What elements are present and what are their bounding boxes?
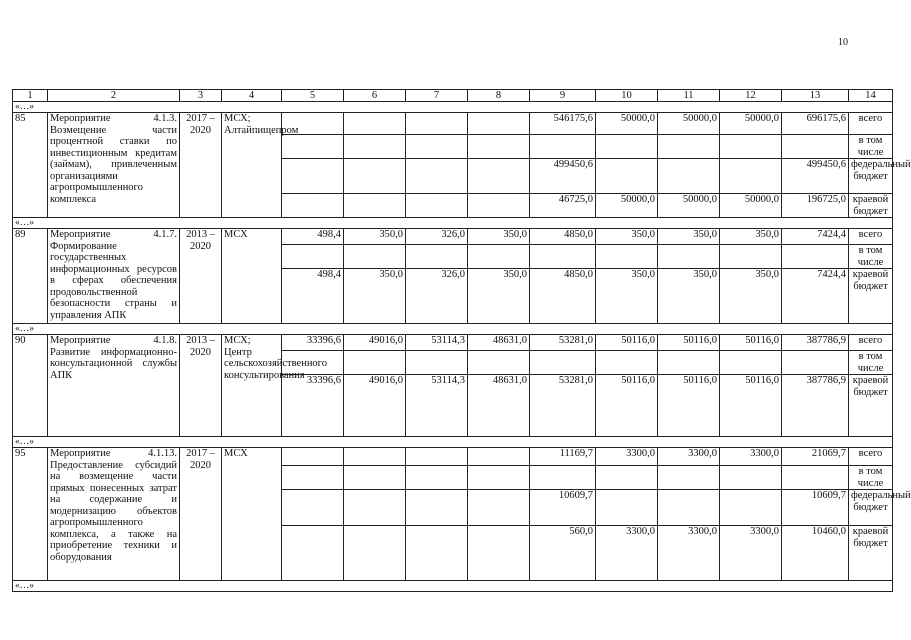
value-cell-col10: 50000,0 <box>596 113 658 135</box>
value-cell-col13: 696175,6 <box>782 113 849 135</box>
value-cell-col12: 3300,0 <box>720 526 782 581</box>
value-cell-col10 <box>596 135 658 159</box>
funding-source: в том числе <box>849 466 893 490</box>
value-cell-col7 <box>406 159 468 194</box>
value-cell-col7 <box>406 448 468 466</box>
value-cell-col5 <box>282 466 344 490</box>
value-cell-col12: 3300,0 <box>720 448 782 466</box>
value-cell-col8 <box>468 448 530 466</box>
value-cell-col11: 50116,0 <box>658 375 720 437</box>
value-cell-col6 <box>344 113 406 135</box>
page-number: 10 <box>838 37 848 48</box>
value-cell-col10: 350,0 <box>596 269 658 324</box>
ellipsis-cell: «…» <box>13 581 893 592</box>
ellipsis-row <box>13 218 893 229</box>
executor: МСХ <box>222 229 282 324</box>
value-cell-col10: 50116,0 <box>596 375 658 437</box>
value-cell-col9: 10609,7 <box>530 490 596 526</box>
value-cell-col6 <box>344 159 406 194</box>
value-cell-col8 <box>468 194 530 218</box>
header-cell-2: 2 <box>48 90 180 102</box>
value-cell-col8 <box>468 135 530 159</box>
implementation-period: 2013 – 2020 <box>180 229 222 324</box>
value-cell-col6 <box>344 194 406 218</box>
row-number: 95 <box>13 448 48 581</box>
row-number: 90 <box>13 335 48 437</box>
value-cell-col9: 4850,0 <box>530 229 596 245</box>
header-cell-8: 8 <box>468 90 530 102</box>
value-cell-col5 <box>282 526 344 581</box>
value-cell-col7 <box>406 526 468 581</box>
value-cell-col12: 350,0 <box>720 269 782 324</box>
value-cell-col9 <box>530 135 596 159</box>
ellipsis-cell: «…» <box>13 218 893 229</box>
table-row <box>13 113 893 135</box>
value-cell-col7: 53114,3 <box>406 375 468 437</box>
value-cell-col12 <box>720 466 782 490</box>
value-cell-col11 <box>658 466 720 490</box>
measure-description: Мероприятие 4.1.7. Формирование государственных информационных ресурсов в сферах обеспечения продовольственной безопасности страны и управления АПК <box>48 229 180 324</box>
value-cell-col10 <box>596 351 658 375</box>
value-cell-col8 <box>468 351 530 375</box>
table-row <box>13 448 893 466</box>
value-cell-col11: 350,0 <box>658 229 720 245</box>
value-cell-col5: 498,4 <box>282 269 344 324</box>
value-cell-col5 <box>282 245 344 269</box>
header-cell-6: 6 <box>344 90 406 102</box>
value-cell-col5: 33396,6 <box>282 375 344 437</box>
funding-source: федеральный бюджет <box>849 490 893 526</box>
value-cell-col10: 350,0 <box>596 229 658 245</box>
value-cell-col7: 53114,3 <box>406 335 468 351</box>
value-cell-col13 <box>782 245 849 269</box>
value-cell-col6 <box>344 490 406 526</box>
ellipsis-row <box>13 581 893 592</box>
value-cell-col6: 49016,0 <box>344 375 406 437</box>
value-cell-col11: 50000,0 <box>658 194 720 218</box>
value-cell-col11 <box>658 245 720 269</box>
value-cell-col7 <box>406 113 468 135</box>
funding-source: краевой бюджет <box>849 375 893 437</box>
value-cell-col13: 387786,9 <box>782 375 849 437</box>
funding-source: всего <box>849 335 893 351</box>
row-number: 89 <box>13 229 48 324</box>
ellipsis-cell: «…» <box>13 324 893 335</box>
value-cell-col8: 350,0 <box>468 269 530 324</box>
value-cell-col9: 11169,7 <box>530 448 596 466</box>
value-cell-col8 <box>468 159 530 194</box>
value-cell-col10: 3300,0 <box>596 448 658 466</box>
executor: МСХ <box>222 448 282 581</box>
header-cell-13: 13 <box>782 90 849 102</box>
value-cell-col10: 3300,0 <box>596 526 658 581</box>
value-cell-col13: 387786,9 <box>782 335 849 351</box>
value-cell-col12: 50116,0 <box>720 375 782 437</box>
funding-source: в том числе <box>849 245 893 269</box>
value-cell-col11: 350,0 <box>658 269 720 324</box>
executor: МСХ; Центр сельскохозяйственного консультирования <box>222 335 282 437</box>
value-cell-col13: 10460,0 <box>782 526 849 581</box>
value-cell-col6 <box>344 466 406 490</box>
value-cell-col7 <box>406 351 468 375</box>
ellipsis-row <box>13 324 893 335</box>
funding-source: в том числе <box>849 135 893 159</box>
value-cell-col8: 48631,0 <box>468 375 530 437</box>
value-cell-col11: 3300,0 <box>658 448 720 466</box>
value-cell-col7 <box>406 135 468 159</box>
header-cell-1: 1 <box>13 90 48 102</box>
value-cell-col6 <box>344 245 406 269</box>
value-cell-col6 <box>344 448 406 466</box>
header-cell-3: 3 <box>180 90 222 102</box>
header-cell-7: 7 <box>406 90 468 102</box>
funding-source: краевой бюджет <box>849 526 893 581</box>
value-cell-col5: 498,4 <box>282 229 344 245</box>
value-cell-col13 <box>782 466 849 490</box>
value-cell-col13 <box>782 351 849 375</box>
value-cell-col13: 7424,4 <box>782 269 849 324</box>
value-cell-col11: 3300,0 <box>658 526 720 581</box>
value-cell-col5 <box>282 194 344 218</box>
value-cell-col10 <box>596 490 658 526</box>
program-table <box>12 89 911 592</box>
value-cell-col13 <box>782 135 849 159</box>
ellipsis-cell: «…» <box>13 437 893 448</box>
table-row <box>13 335 893 351</box>
value-cell-col13: 10609,7 <box>782 490 849 526</box>
value-cell-col6: 49016,0 <box>344 335 406 351</box>
header-cell-11: 11 <box>658 90 720 102</box>
value-cell-col13: 21069,7 <box>782 448 849 466</box>
value-cell-col5 <box>282 159 344 194</box>
measure-description: Мероприятие 4.1.3. Возмещение части процентной ставки по инвестиционным кредитам (займам), привлеченным организациями агропромышленного комплекса <box>48 113 180 218</box>
implementation-period: 2017 – 2020 <box>180 448 222 581</box>
value-cell-col6 <box>344 351 406 375</box>
value-cell-col5 <box>282 448 344 466</box>
measure-description: Мероприятие 4.1.8. Развитие информационно-консультационной службы АПК <box>48 335 180 437</box>
value-cell-col12: 350,0 <box>720 229 782 245</box>
header-cell-9: 9 <box>530 90 596 102</box>
funding-source: федеральный бюджет <box>849 159 893 194</box>
value-cell-col10 <box>596 245 658 269</box>
value-cell-col12 <box>720 351 782 375</box>
measure-description: Мероприятие 4.1.13. Предоставление субсидий на возмещение части прямых понесенных затрат на содержание и модернизацию объектов агропромышленного комплекса, а также на приобретение техники и оборудования <box>48 448 180 581</box>
ellipsis-row <box>13 437 893 448</box>
value-cell-col10: 50116,0 <box>596 335 658 351</box>
value-cell-col13: 196725,0 <box>782 194 849 218</box>
value-cell-col6: 350,0 <box>344 269 406 324</box>
value-cell-col10: 50000,0 <box>596 194 658 218</box>
value-cell-col8 <box>468 466 530 490</box>
value-cell-col12: 50000,0 <box>720 194 782 218</box>
header-cell-14: 14 <box>849 90 893 102</box>
value-cell-col11: 50116,0 <box>658 335 720 351</box>
value-cell-col12: 50116,0 <box>720 335 782 351</box>
value-cell-col10 <box>596 466 658 490</box>
value-cell-col11 <box>658 351 720 375</box>
value-cell-col9: 53281,0 <box>530 375 596 437</box>
value-cell-col9: 53281,0 <box>530 335 596 351</box>
value-cell-col12 <box>720 135 782 159</box>
ellipsis-row <box>13 102 893 113</box>
value-cell-col11: 50000,0 <box>658 113 720 135</box>
value-cell-col7 <box>406 194 468 218</box>
value-cell-col6 <box>344 135 406 159</box>
ellipsis-cell: «…» <box>13 102 893 113</box>
value-cell-col7: 326,0 <box>406 269 468 324</box>
value-cell-col6 <box>344 526 406 581</box>
value-cell-col8 <box>468 113 530 135</box>
implementation-period: 2017 – 2020 <box>180 113 222 218</box>
value-cell-col6: 350,0 <box>344 229 406 245</box>
value-cell-col13: 7424,4 <box>782 229 849 245</box>
value-cell-col5: 33396,6 <box>282 335 344 351</box>
value-cell-col9: 499450,6 <box>530 159 596 194</box>
value-cell-col9: 560,0 <box>530 526 596 581</box>
value-cell-col9 <box>530 466 596 490</box>
header-row <box>13 90 893 102</box>
implementation-period: 2013 – 2020 <box>180 335 222 437</box>
value-cell-col9: 4850,0 <box>530 269 596 324</box>
value-cell-col11 <box>658 159 720 194</box>
row-number: 85 <box>13 113 48 218</box>
value-cell-col9 <box>530 351 596 375</box>
value-cell-col5 <box>282 135 344 159</box>
value-cell-col11 <box>658 490 720 526</box>
value-cell-col9: 546175,6 <box>530 113 596 135</box>
value-cell-col8 <box>468 526 530 581</box>
value-cell-col11 <box>658 135 720 159</box>
value-cell-col7: 326,0 <box>406 229 468 245</box>
value-cell-col7 <box>406 466 468 490</box>
value-cell-col12 <box>720 490 782 526</box>
value-cell-col12: 50000,0 <box>720 113 782 135</box>
value-cell-col8 <box>468 490 530 526</box>
funding-source: краевой бюджет <box>849 194 893 218</box>
value-cell-col13: 499450,6 <box>782 159 849 194</box>
header-cell-10: 10 <box>596 90 658 102</box>
value-cell-col9 <box>530 245 596 269</box>
value-cell-col8 <box>468 245 530 269</box>
value-cell-col7 <box>406 490 468 526</box>
value-cell-col12 <box>720 245 782 269</box>
funding-source: всего <box>849 113 893 135</box>
funding-source: всего <box>849 229 893 245</box>
value-cell-col9: 46725,0 <box>530 194 596 218</box>
funding-source: в том числе <box>849 351 893 375</box>
value-cell-col12 <box>720 159 782 194</box>
executor: МСХ; Алтайпищепром <box>222 113 282 218</box>
header-cell-5: 5 <box>282 90 344 102</box>
value-cell-col10 <box>596 159 658 194</box>
value-cell-col5 <box>282 490 344 526</box>
funding-source: всего <box>849 448 893 466</box>
funding-source: краевой бюджет <box>849 269 893 324</box>
table-row <box>13 229 893 245</box>
value-cell-col7 <box>406 245 468 269</box>
header-cell-12: 12 <box>720 90 782 102</box>
value-cell-col8: 350,0 <box>468 229 530 245</box>
value-cell-col8: 48631,0 <box>468 335 530 351</box>
header-cell-4: 4 <box>222 90 282 102</box>
